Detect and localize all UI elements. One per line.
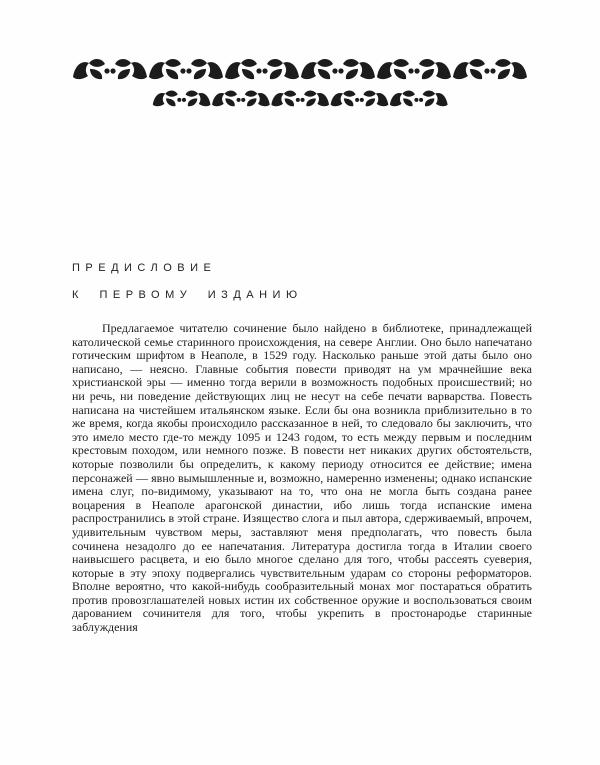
heading-line-1: ПРЕДИСЛОВИЕ bbox=[72, 262, 217, 274]
preface-paragraph: Предлагаемое читателю сочинение было найдено в библиотеке, принадлежащей католической семье старинного происхождения, на севере Англии. Оно было напечатано готическим шрифтом в Неаполе, в 1529 году. Насколько раньше этой даты было оно написано, — неясно. Главные события повести приводят на ум мрачнейшие века христианской эры — именно тогда верили в возможность подобных происшествий; но ни речь, ни поведение действующих лиц не несут на себе печати варварства. Повесть написана на чистейшем итальянском языке. Если бы она возникла приблизительно в то же время, когда якобы происходило рассказанное в ней, то следовало бы заключить, что это имело место где-то между 1095 и 1243 годом, то есть между первым и последним крестовым походом, или немного позже. В повести нет никаких других обстоятельств, которые позволили бы определить, к какому периоду относится ее действие; имена персонажей — явно вымышленные и, возможно, намеренно изменены; однако испанские имена слуг, по-видимому, указывают на то, что она не могла быть создана ранее воцарения в Неаполе арагонской династии, ибо лишь тогда испанские имена распространились в этой стране. Изящество слога и пыл автора, сдерживаемый, впрочем, удивительным чувством меры, заставляют меня предполагать, что повесть была сочинена незадолго до ее напечатания. Литература достигла тогда в Италии своего наивысшего расцвета, и ею было многое сделано для того, чтобы рассеять суеверия, которые в эту эпоху подвергались чувствительным ударам со стороны реформаторов. Вполне вероятно, что какой-нибудь сообразительный монах мог постараться обратить против провозглашателей новых истин их собственное оружие и воспользоваться своим дарованием сочинителя для того, чтобы укрепить в простонародье старинные заблуждения bbox=[72, 321, 532, 635]
heading-line-2: К ПЕРВОМУ ИЗДАНИЮ bbox=[72, 289, 303, 301]
chapter-heading bbox=[72, 255, 303, 309]
headpiece-bottom-band bbox=[153, 91, 448, 107]
headpiece-top-band bbox=[73, 59, 527, 79]
foliate-headpiece-ornament bbox=[72, 55, 528, 111]
headpiece-svg bbox=[72, 55, 528, 111]
